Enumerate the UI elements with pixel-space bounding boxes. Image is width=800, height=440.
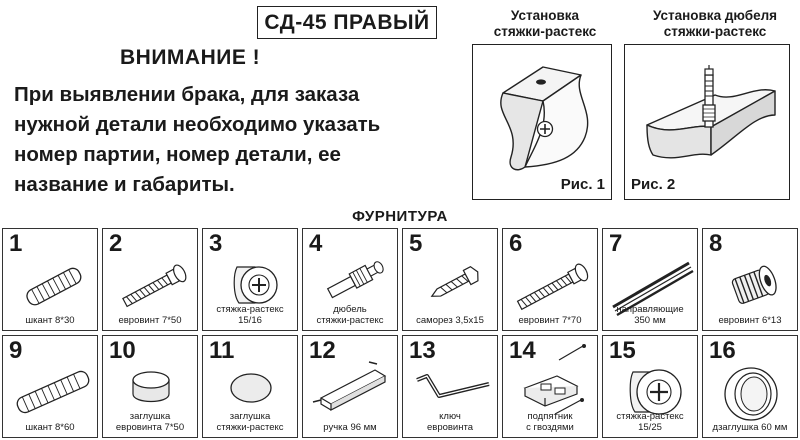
part-name: ключ евровинта [426,411,474,433]
attention-heading: ВНИМАНИЕ ! [120,46,261,69]
part-number: 5 [409,230,423,257]
part-number: 2 [109,230,123,257]
part-number: 12 [309,337,336,364]
part-name: евровинт 7*70 [518,315,582,326]
part-number: 11 [209,337,235,364]
part-name: евровинт 7*50 [118,315,182,326]
part-name: саморез 3,5х15 [416,315,484,326]
notice-line: номер партии, номер детали, ее [14,143,341,166]
part-cell-14 [502,335,598,438]
part-cell-11 [202,335,298,438]
notice-line: название и габариты. [14,173,235,196]
parts-grid [2,228,798,438]
part-cell-15 [602,335,698,438]
part-number: 14 [509,337,536,364]
notice-text [14,80,464,200]
part-cell-9 [2,335,98,438]
figure-2-label: Рис. 2 [631,176,676,193]
part-name: ручка 96 мм [323,422,377,433]
part-name: заглушка стяжки-растекс [216,411,284,433]
figure-1-label: Рис. 1 [560,176,605,193]
part-cell-2 [102,228,198,331]
part-cell-3 [202,228,298,331]
part-name: направляющие 350 мм [616,304,684,326]
part-number: 8 [709,230,723,257]
figure-1-title: Установка стяжки-растекс [493,8,597,39]
part-number: 1 [9,230,23,257]
notice-line: нужной детали необходимо указать [14,113,381,136]
part-cell-13 [402,335,498,438]
part-cell-12 [302,335,398,438]
part-number: 10 [109,337,136,364]
part-name: заглушка евровинта 7*50 [115,411,185,433]
part-number: 3 [209,230,223,257]
figure-2-title: Установка дюбеля стяжки-растекс [652,8,778,39]
part-number: 16 [709,337,736,364]
part-name: дюбель стяжки-растекс [316,304,384,326]
part-name: шкант 8*60 [25,422,75,433]
figure-1 [472,44,612,200]
part-cell-7 [602,228,698,331]
part-cell-1 [2,228,98,331]
part-number: 6 [509,230,523,257]
model-title: СД-45 ПРАВЫЙ [257,6,437,39]
part-cell-4 [302,228,398,331]
part-name: шкант 8*30 [25,315,75,326]
part-number: 7 [609,230,623,257]
part-name: евровинт 6*13 [718,315,782,326]
part-number: 9 [9,337,23,364]
part-number: 13 [409,337,436,364]
part-cell-6 [502,228,598,331]
part-name: стяжка-растекс 15/16 [216,304,284,326]
figure-2 [624,44,790,200]
part-cell-5 [402,228,498,331]
part-name: стяжка-растекс 15/25 [616,411,684,433]
part-name: подпятник с гвоздями [526,411,574,433]
part-cell-10 [102,335,198,438]
section-title: ФУРНИТУРА [352,208,448,225]
part-number: 15 [609,337,636,364]
part-name: дзаглушка 60 мм [712,422,788,433]
notice-line: При выявлении брака, для заказа [14,83,360,106]
part-cell-16 [702,335,798,438]
part-cell-8 [702,228,798,331]
part-number: 4 [309,230,323,257]
